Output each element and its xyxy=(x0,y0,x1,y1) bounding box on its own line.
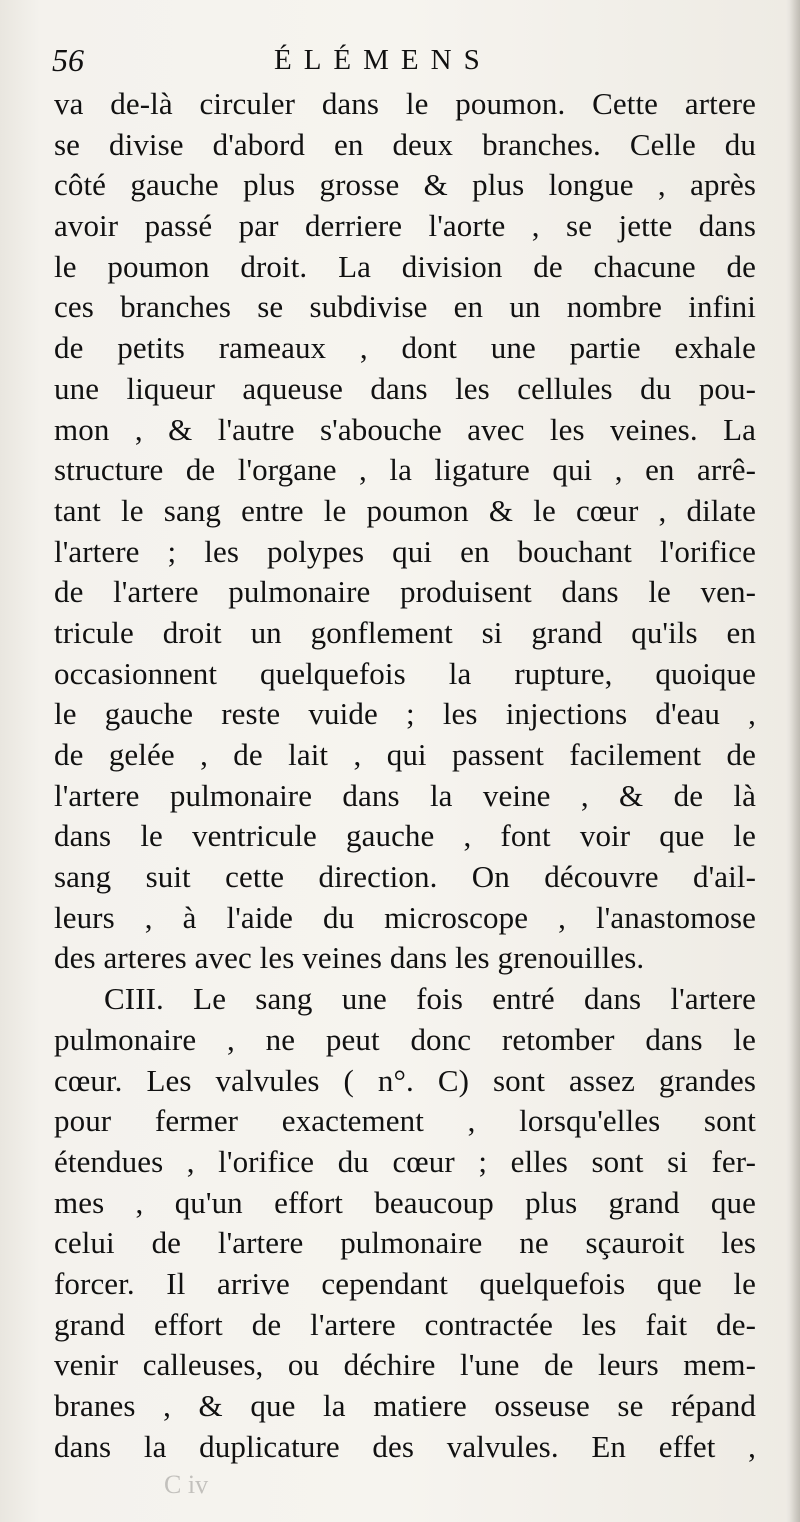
text-line: CIII. Le sang une fois entré dans l'artere xyxy=(104,981,756,1017)
page-header xyxy=(52,40,752,80)
text-line: avoir passé par derriere l'aorte , se jette dans xyxy=(54,208,756,244)
text-line: structure de l'organe , la ligature qui , en arrê- xyxy=(54,452,756,488)
signature-mark: C iv xyxy=(164,1470,209,1499)
text-line: dans le ventricule gauche , font voir que le xyxy=(54,818,756,854)
text-line: dans la duplicature des valvules. En effet , xyxy=(54,1428,756,1464)
running-title: ÉLÉMENS xyxy=(274,44,492,76)
text-line: mes , qu'un effort beaucoup plus grand que xyxy=(54,1184,756,1220)
text-line: une liqueur aqueuse dans les cellules du pou- xyxy=(54,370,756,406)
text-line: étendues , l'orifice du cœur ; elles sont si fer- xyxy=(54,1143,756,1179)
paragraph-1 xyxy=(54,84,756,979)
text-line: forcer. Il arrive cependant quelquefois que le xyxy=(54,1265,756,1301)
text-line: mon , & l'autre s'abouche avec les veines. La xyxy=(54,411,756,447)
text-line: cœur. Les valvules ( n°. C) sont assez grandes xyxy=(54,1062,756,1098)
text-line: le poumon droit. La division de chacune de xyxy=(54,248,756,284)
text-line: sang suit cette direction. On découvre d'ail- xyxy=(54,859,756,895)
text-line: le gauche reste vuide ; les injections d'eau , xyxy=(54,696,756,732)
page-number: 56 xyxy=(52,42,84,78)
text-line: leurs , à l'aide du microscope , l'anastomose xyxy=(54,899,756,935)
text-line: pour fermer exactement , lorsqu'elles sont xyxy=(54,1103,756,1139)
text-line: tricule droit un gonflement si grand qu'ils en xyxy=(54,614,756,650)
text-line: tant le sang entre le poumon & le cœur , dilate xyxy=(54,492,756,528)
text-line: de petits rameaux , dont une partie exhale xyxy=(54,330,756,366)
text-line: l'artere ; les polypes qui en bouchant l'orifice xyxy=(54,533,756,569)
text-line: pulmonaire , ne peut donc retomber dans le xyxy=(54,1021,756,1057)
text-line: de gelée , de lait , qui passent facilement de xyxy=(54,737,756,772)
text-line: côté gauche plus grosse & plus longue , après xyxy=(54,167,756,203)
text-line: occasionnent quelquefois la rupture, quoique xyxy=(54,655,756,691)
gutter-shadow xyxy=(786,0,800,1522)
text-line: l'artere pulmonaire dans la veine , & de là xyxy=(54,777,756,813)
text-line: grand effort de l'artere contractée les fait de- xyxy=(54,1306,756,1342)
text-line: ces branches se subdivise en un nombre infini xyxy=(54,289,756,325)
text-line: celui de l'artere pulmonaire ne sçauroit les xyxy=(54,1225,756,1261)
text-line: venir calleuses, ou déchire l'une de leurs mem- xyxy=(54,1347,756,1383)
text-line: branes , & que la matiere osseuse se répand xyxy=(54,1388,756,1423)
text-line: va de-là circuler dans le poumon. Cette artere xyxy=(54,86,756,121)
paragraph-2 xyxy=(54,979,756,1467)
text-line: de l'artere pulmonaire produisent dans le ven- xyxy=(54,574,756,610)
text-line: des arteres avec les veines dans les grenouilles. xyxy=(54,940,645,976)
body-text xyxy=(54,84,756,1467)
text-line: se divise d'abord en deux branches. Celle du xyxy=(54,126,756,162)
